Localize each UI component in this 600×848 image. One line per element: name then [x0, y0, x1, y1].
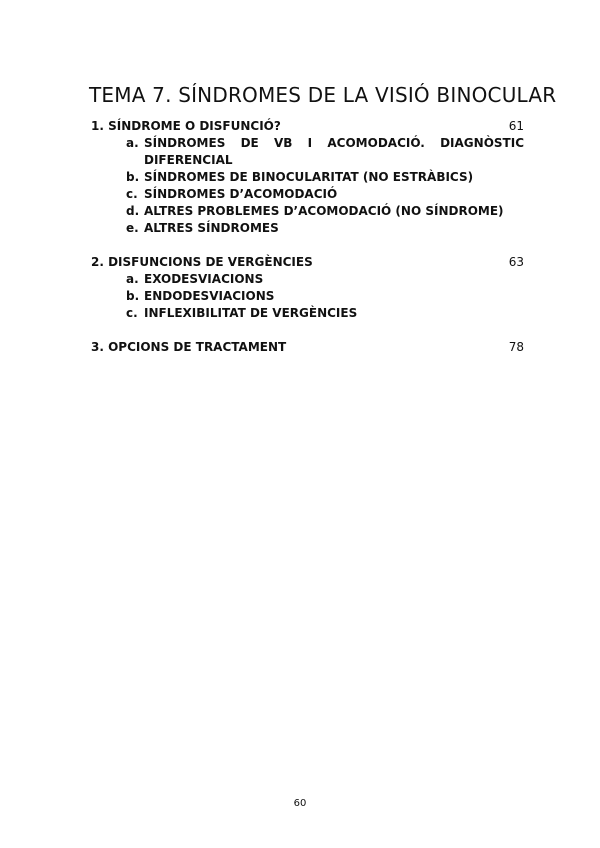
subitem-letter: c.: [126, 306, 138, 320]
toc-subitem: [126, 135, 524, 169]
toc-section-2: [91, 254, 524, 322]
subitem-text: SÍNDROMES DE BINOCULARITAT (NO ESTRÀBICS): [144, 170, 474, 184]
subitem-letter: b.: [126, 289, 140, 303]
section-label: 1. SÍNDROME O DISFUNCIÓ?: [91, 119, 281, 133]
subitem-text: SÍNDROMES DE VB I ACOMODACIÓ. DIAGNÒSTIC DIFERENCIAL: [144, 136, 524, 167]
subitem-letter: d.: [126, 204, 140, 218]
section-label: 2. DISFUNCIONS DE VERGÈNCIES: [91, 255, 313, 269]
page-title: TEMA 7. SÍNDROMES DE LA VISIÓ BINOCULAR: [89, 83, 557, 108]
subitem-list: [91, 135, 524, 237]
footer-page-number: 60: [293, 798, 307, 809]
toc-subitem: [126, 288, 524, 305]
subitem-text: ENDODESVIACIONS: [144, 289, 275, 303]
table-of-contents: [91, 118, 524, 373]
toc-section-header: [91, 339, 524, 356]
subitem-text: INFLEXIBILITAT DE VERGÈNCIES: [144, 306, 358, 320]
subitem-letter: b.: [126, 170, 140, 184]
toc-subitem: [126, 305, 524, 322]
subitem-text: ALTRES SÍNDROMES: [144, 221, 279, 235]
subitem-letter: e.: [126, 221, 139, 235]
subitem-text: EXODESVIACIONS: [144, 272, 264, 286]
subitem-letter: a.: [126, 136, 139, 150]
section-page-number: 78: [508, 340, 524, 354]
subitem-list: [91, 271, 524, 322]
toc-section-header: [91, 254, 524, 271]
subitem-text: SÍNDROMES D’ACOMODACIÓ: [144, 187, 338, 201]
toc-section-3: [91, 339, 524, 356]
toc-subitem: [126, 271, 524, 288]
subitem-letter: a.: [126, 272, 139, 286]
toc-subitem: [126, 203, 524, 220]
toc-section-header: [91, 118, 524, 135]
toc-subitem: [126, 169, 524, 186]
section-page-number: 61: [508, 119, 524, 133]
toc-subitem: [126, 220, 524, 237]
subitem-letter: c.: [126, 187, 138, 201]
section-page-number: 63: [508, 255, 524, 269]
subitem-text: ALTRES PROBLEMES D’ACOMODACIÓ (NO SÍNDROME): [144, 204, 504, 218]
section-label: 3. OPCIONS DE TRACTAMENT: [91, 340, 287, 354]
toc-subitem: [126, 186, 524, 203]
toc-section-1: [91, 118, 524, 237]
